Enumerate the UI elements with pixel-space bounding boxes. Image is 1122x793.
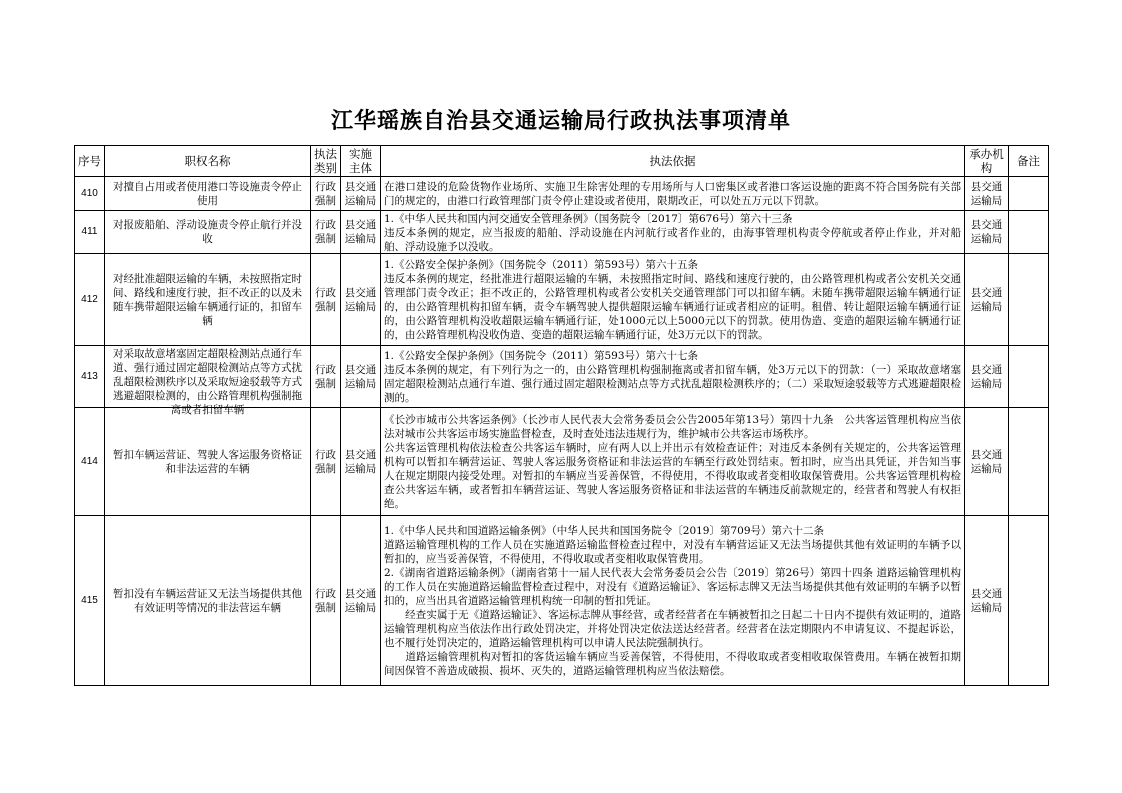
header-note: 备注 <box>1009 146 1049 177</box>
basis-paragraph: 2.《湖南省道路运输条例》（湖南省第十一届人民代表大会常务委员会公告〔2019〕第26号）第四十四条 道路运输管理机构的工作人员在实施道路运输监督检查过程中，对没有《道路运输证》、客运标志牌又无法当场提供其他有效证明的车辆予以暂扣的，应当出具省道路运输管理机构统一印制的暂扣凭证。 <box>384 566 961 607</box>
cell-name <box>105 254 311 346</box>
cell-name-text: 对采取故意堵塞固定超限检测站点通行车道、强行通过固定超限检测站点等方式扰乱超限检测秩序以及采取短途驳载等方式逃避超限检测的，由公路管理机构强制拖离或者扣留车辆 <box>113 347 302 416</box>
basis-paragraph: 1.《公路安全保护条例》（国务院令（2011）第593号）第六十七条 <box>384 349 699 362</box>
table-row <box>75 516 1049 686</box>
cell-agency-text: 县交通运输局 <box>970 180 1003 207</box>
cell-basis <box>381 408 965 516</box>
cell-agency <box>965 408 1009 516</box>
cell-basis <box>381 177 965 211</box>
cell-agency-text: 县交通运输局 <box>970 219 1003 245</box>
cell-subject <box>341 177 381 211</box>
cell-type-text: 行政强制 <box>315 587 336 614</box>
cell-subject-text: 县交通运输局 <box>344 587 377 614</box>
basis-paragraph: 公共客运管理机构依法检查公共客运车辆时，应有两人以上并出示有效检查证件；对违反本条例有关规定的，公共客运管理机构可以暂扣车辆营运证、驾驶人客运服务资格证和非法运营的车辆至行政处罚结束。暂扣时，应当出具凭证，并告知当事人在规定期限内接受处理。对暂扣的车辆应当妥善保管，不得使用，不得收取或者变相收取保管费用。公共客运管理机构检查公共客运车辆，或者暂扣车辆营运证、驾驶人客运服务资格证和非法运营的车辆违反前款规定的，经营者和驾驶人有权拒绝。 <box>384 441 961 510</box>
cell-note <box>1009 177 1049 211</box>
cell-seq-text: 412 <box>81 293 98 305</box>
basis-paragraph: 违反本条例的规定，有下列行为之一的，由公路管理机构强制拖离或者扣留车辆，处3万元以下的罚款：（一）采取故意堵塞固定超限检测站点通行车道、强行通过固定超限检测站点等方式扰乱超限检测秩序的；（二）采取短途驳载等方式逃避超限检测的。 <box>384 363 961 404</box>
cell-seq <box>75 211 105 254</box>
cell-basis <box>381 211 965 254</box>
cell-note <box>1009 516 1049 686</box>
cell-seq-text: 410 <box>81 187 98 199</box>
cell-seq-text: 411 <box>81 226 98 237</box>
cell-subject <box>341 408 381 516</box>
cell-type <box>311 516 341 686</box>
basis-paragraph: 1.《公路安全保护条例》（国务院令（2011）第593号）第六十五条 <box>384 258 699 271</box>
cell-subject <box>341 346 381 408</box>
cell-agency <box>965 516 1009 686</box>
cell-subject-text: 县交通运输局 <box>344 180 377 207</box>
cell-type-text: 行政强制 <box>315 363 336 390</box>
cell-type-text: 行政强制 <box>315 286 336 313</box>
cell-seq <box>75 177 105 211</box>
enforcement-table <box>74 145 1049 686</box>
cell-basis <box>381 346 965 408</box>
cell-seq-text: 414 <box>81 455 98 467</box>
cell-name <box>105 177 311 211</box>
basis-paragraph: 道路运输管理机构的工作人员在实施道路运输监督检查过程中，对没有车辆营运证又无法当场提供其他有效证明的车辆予以暂扣的，应当妥善保管，不得使用，不得收取或者变相收取保管费用。 <box>384 538 961 565</box>
cell-note <box>1009 408 1049 516</box>
cell-name-text: 暂扣没有车辆运营证又无法当场提供其他有效证明等情况的非法营运车辆 <box>113 587 302 614</box>
cell-note <box>1009 346 1049 408</box>
basis-paragraph: 道路运输管理机构对暂扣的客货运输车辆应当妥善保管，不得使用，不得收取或者变相收取保管费用。车辆在被暂扣期间因保管不善造成破损、损坏、灭失的，道路运输管理机构应当依法赔偿。 <box>384 650 961 677</box>
header-seq: 序号 <box>75 146 105 177</box>
cell-seq-text: 413 <box>81 370 98 382</box>
cell-subject <box>341 254 381 346</box>
cell-subject <box>341 516 381 686</box>
table-row <box>75 177 1049 211</box>
basis-paragraph: 违反本条例的规定，经批准进行超限运输的车辆，未按照指定时间、路线和速度行驶的，由公路管理机构或者公安机关交通管理部门责令改正；拒不改正的，公路管理机构或者公安机关交通管理部门可以扣留车辆。未随车携带超限运输车辆通行证的，由公路管理机构扣留车辆，责令车辆驾驶人提供超限运输车辆通行证或者相应的证明。租借、转让超限运输车辆通行证的，由公路管理机构没收超限运输车辆通行证，处1000元以上5000元以下的罚款。使用伪造、变造的超限运输车辆通行证的，由公路管理机构没收伪造、变造的超限运输车辆通行证，处3万元以下的罚款。 <box>384 272 961 341</box>
basis-paragraph: 1.《中华人民共和国道路运输条例》（中华人民共和国国务院令〔2019〕第709号）第六十二条 <box>384 524 825 537</box>
table-row <box>75 408 1049 516</box>
cell-agency <box>965 211 1009 254</box>
cell-type-text: 行政强制 <box>315 219 336 245</box>
header-agency: 承办机构 <box>965 146 1009 177</box>
cell-subject-text: 县交通运输局 <box>344 219 377 245</box>
page-title: 江华瑶族自治县交通运输局行政执法事项清单 <box>330 108 791 134</box>
cell-name <box>105 346 311 416</box>
cell-subject-text: 县交通运输局 <box>344 286 377 313</box>
header-row <box>75 146 1049 177</box>
cell-name <box>105 211 311 254</box>
basis-paragraph: 经查实属于无《道路运输证》、客运标志牌从事经营，或者经营者在车辆被暂扣之日起二十日内不提供有效证明的，道路运输管理机构应当依法作出行政处罚决定，并将处罚决定依法送达经营者。经营者在法定期限内不申请复议、不提起诉讼，也不履行处罚决定的，道路运输管理机构可以申请人民法院强制执行。 <box>384 608 961 649</box>
cell-name-text: 对经批准超限运输的车辆，未按照指定时间、路线和速度行驶，拒不改正的以及未随车携带超限运输车辆通行证的，扣留车辆 <box>113 272 302 327</box>
cell-name-text: 对报废船舶、浮动设施责令停止航行并没收 <box>113 219 302 245</box>
cell-seq <box>75 516 105 686</box>
cell-subject-text: 县交通运输局 <box>344 363 377 390</box>
cell-type-text: 行政强制 <box>315 180 336 207</box>
cell-seq <box>75 346 105 408</box>
cell-agency <box>965 346 1009 408</box>
cell-note <box>1009 254 1049 346</box>
basis-text-block <box>384 180 961 208</box>
header-subject: 实施主体 <box>341 146 381 177</box>
cell-agency-text: 县交通运输局 <box>970 286 1003 313</box>
header-name: 职权名称 <box>105 146 311 177</box>
cell-agency-text: 县交通运输局 <box>970 448 1003 475</box>
cell-note <box>1009 211 1049 254</box>
table-row <box>75 346 1049 408</box>
table-row <box>75 211 1049 254</box>
basis-paragraph: 《长沙市城市公共客运条例》（长沙市人民代表大会常务委员会公告2005年第13号）第四十九条 公共客运管理机构应当依法对城市公共客运市场实施监督检查，及时查处违法违规行为，维护城市公共客运市场秩序。 <box>384 413 961 440</box>
cell-type <box>311 346 341 408</box>
cell-subject <box>341 211 381 254</box>
basis-paragraph: 1.《中华人民共和国内河交通安全管理条例》（国务院令〔2017〕第676号）第六十三条 <box>384 213 793 225</box>
cell-type <box>311 254 341 346</box>
cell-basis <box>381 516 965 686</box>
cell-seq <box>75 254 105 346</box>
cell-name <box>105 516 311 686</box>
table-row <box>75 254 1049 346</box>
cell-type <box>311 177 341 211</box>
cell-name-text: 对擅自占用或者使用港口等设施责令停止使用 <box>113 180 302 207</box>
basis-text-block <box>384 212 961 252</box>
cell-agency <box>965 254 1009 346</box>
cell-type-text: 行政强制 <box>315 448 336 475</box>
cell-name <box>105 408 311 516</box>
header-type: 执法类别 <box>311 146 341 177</box>
cell-type <box>311 408 341 516</box>
basis-text-block <box>384 524 961 678</box>
cell-agency-text: 县交通运输局 <box>970 587 1003 614</box>
basis-paragraph: 违反本条例的规定，应当报废的船舶、浮动设施在内河航行或者作业的，由海事管理机构责令停航或者停止作业，并对船舶、浮动设施予以没收。 <box>384 227 961 253</box>
basis-paragraph: 在港口建设的危险货物作业场所、实施卫生除害处理的专用场所与人口密集区或者港口客运设施的距离不符合国务院有关部门的规定的，由港口行政管理部门责令停止建设或者使用，限期改正，可以处五万元以下罚款。 <box>384 180 961 207</box>
basis-text-block <box>384 258 961 342</box>
basis-text-block <box>384 349 961 405</box>
cell-subject-text: 县交通运输局 <box>344 448 377 475</box>
basis-text-block <box>384 413 961 511</box>
header-basis: 执法依据 <box>381 146 965 177</box>
cell-name-text: 暂扣车辆运营证、驾驶人客运服务资格证和非法运营的车辆 <box>113 448 302 475</box>
cell-type <box>311 211 341 254</box>
cell-agency-text: 县交通运输局 <box>970 363 1003 390</box>
cell-basis <box>381 254 965 346</box>
cell-seq <box>75 408 105 516</box>
cell-seq-text: 415 <box>81 594 98 606</box>
cell-agency <box>965 177 1009 211</box>
